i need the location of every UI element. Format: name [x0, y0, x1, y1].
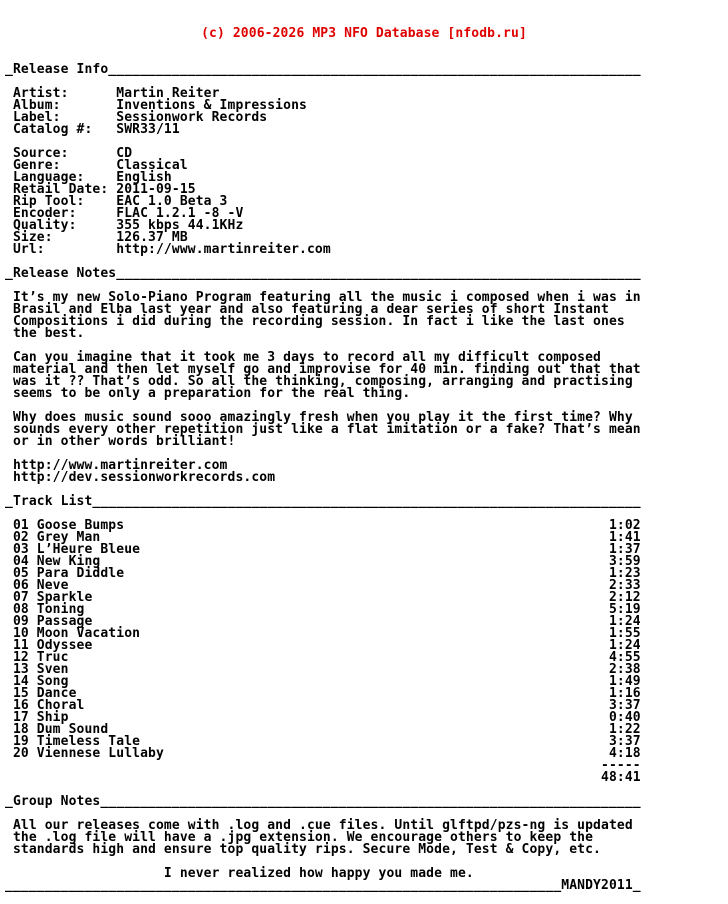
field-encoder: Encoder: FLAC 1.2.1 -8 -V: [5, 206, 244, 221]
release-notes-line: material and then let myself go and improvise for 40 min. finding out that that: [5, 362, 641, 377]
field-album: Album: Inventions & Impressions: [5, 98, 307, 113]
section-header-release-info: _Release Info___________________________________________________________________: [5, 62, 641, 77]
group-notes-line: standards high and ensure top quality rips. Secure Mode, Test & Copy, etc.: [5, 842, 601, 857]
section-header-track-list: _Track List_____________________________________________________________________: [5, 494, 641, 509]
track-row: 18 Dum Sound 1:22: [5, 722, 641, 737]
track-row: 07 Sparkle 2:12: [5, 590, 641, 605]
release-notes-line: sounds every other repetition just like a flat imitation or a fake? That’s mean: [5, 422, 641, 437]
track-row: 03 L’Heure Bleue 1:37: [5, 542, 641, 557]
section-header-release-notes: _Release Notes__________________________________________________________________: [5, 266, 641, 281]
signature-line: ______________________________________________________________________MANDY2011_: [5, 878, 641, 893]
track-row: 16 Choral 3:37: [5, 698, 641, 713]
url-line: http://dev.sessionworkrecords.com: [5, 470, 276, 485]
field-source: Source: CD: [5, 146, 133, 161]
field-label: Label: Sessionwork Records: [5, 110, 268, 125]
field-rip-tool: Rip Tool: EAC 1.0 Beta 3: [5, 194, 228, 209]
track-row: 02 Grey Man 1:41: [5, 530, 641, 545]
release-notes-line: was it ?? That’s odd. So all the thinking, composing, arranging and practising: [5, 374, 633, 389]
release-notes-line: It’s my new Solo-Piano Program featuring all the music i composed when i was in: [5, 290, 641, 305]
url-line: http://www.martinreiter.com: [5, 458, 228, 473]
track-row: 06 Neve 2:33: [5, 578, 641, 593]
section-header-group-notes: _Group Notes____________________________________________________________________: [5, 794, 641, 809]
track-row: 10 Moon Vacation 1:55: [5, 626, 641, 641]
field-retail-date: Retail Date: 2011-09-15: [5, 182, 196, 197]
copyright-header: (c) 2006-2026 MP3 NFO Database [nfodb.ru]: [201, 26, 527, 41]
group-notes-line: the .log file will have a .jpg extension. We encourage others to keep the: [5, 830, 594, 845]
release-notes-line: Why does music sound sooo amazingly fresh when you play it the first time? Why: [5, 410, 633, 425]
track-row: 11 Odyssee 1:24: [5, 638, 641, 653]
tracklist-total: 48:41: [5, 770, 641, 785]
track-row: 14 Song 1:49: [5, 674, 641, 689]
field-url: Url: http://www.martinreiter.com: [5, 242, 331, 257]
release-notes-line: Compositions i did during the recording session. In fact i like the last ones: [5, 314, 625, 329]
group-notes-line: All our releases come with .log and .cue files. Until glftpd/pzs-ng is updated: [5, 818, 633, 833]
release-notes-line: the best.: [5, 326, 85, 341]
field-catalog: Catalog #: SWR33/11: [5, 122, 180, 137]
track-row: 08 Toning 5:19: [5, 602, 641, 617]
nfo-body: [5, 64, 728, 892]
field-quality: Quality: 355 kbps 44.1KHz: [5, 218, 244, 233]
field-artist: Artist: Martin Reiter: [5, 86, 220, 101]
release-notes-line: Can you imagine that it took me 3 days to record all my difficult composed: [5, 350, 601, 365]
quote-line: I never realized how happy you made me.: [5, 866, 474, 881]
release-notes-line: seems to be only a preparation for the real thing.: [5, 386, 411, 401]
track-row: 20 Viennese Lullaby 4:18: [5, 746, 641, 761]
field-size: Size: 126.37 MB: [5, 230, 188, 245]
track-row: 15 Dance 1:16: [5, 686, 641, 701]
track-row: 12 Truc 4:55: [5, 650, 641, 665]
track-row: 04 New King 3:59: [5, 554, 641, 569]
field-genre: Genre: Classical: [5, 158, 188, 173]
track-row: 19 Timeless Tale 3:37: [5, 734, 641, 749]
release-notes-line: Brasil and Elba last year and also featuring a dear series of short Instant: [5, 302, 609, 317]
track-row: 13 Sven 2:38: [5, 662, 641, 677]
track-row: 17 Ship 0:40: [5, 710, 641, 725]
track-row: 05 Para Diddle 1:23: [5, 566, 641, 581]
track-row: 01 Goose Bumps 1:02: [5, 518, 641, 533]
total-separator: -----: [5, 758, 641, 773]
field-language: Language: English: [5, 170, 172, 185]
release-notes-line: or in other words brilliant!: [5, 434, 236, 449]
track-row: 09 Passage 1:24: [5, 614, 641, 629]
